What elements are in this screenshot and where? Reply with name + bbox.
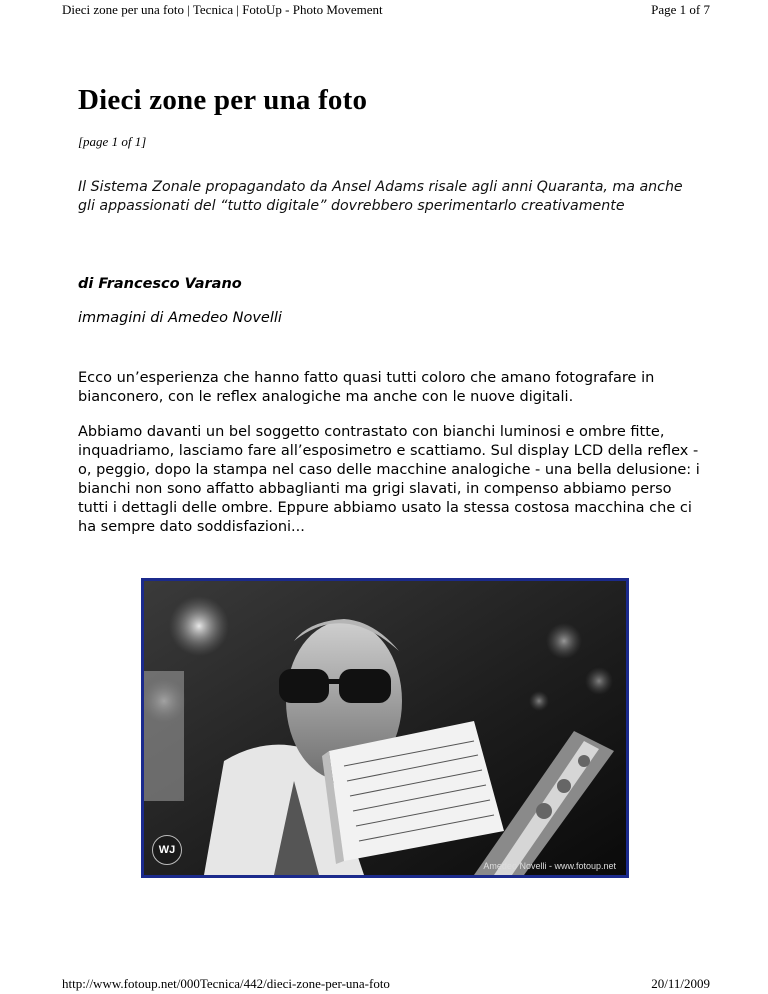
paragraph-2: Abbiamo davanti un bel soggetto contrastato con bianchi luminosi e ombre fitte, inquadriamo, lasciamo fare all’esposimetro e scattiamo. Sul display LCD della reflex - o, peggio, dopo la stampa nel caso delle macchine analogiche - una bella delusione: i bianchi non sono affatto abbaglianti ma grigi slavati, in compenso abbiamo perso tutti i dettagli delle ombre. Eppure abbiamo usato la stessa costosa macchina che ci ha sempre dato soddisfazioni... bbox=[78, 424, 700, 535]
article-photo bbox=[141, 578, 629, 878]
print-header bbox=[0, 0, 768, 20]
print-footer-url: http://www.fotoup.net/000Tecnica/442/dieci-zone-per-una-foto bbox=[62, 976, 390, 991]
photo-musician-reading-score bbox=[144, 581, 626, 875]
image-credit-line: immagini di Amedeo Novelli bbox=[78, 310, 282, 326]
print-header-page: Page 1 of 7 bbox=[651, 2, 710, 17]
print-footer-date: 20/11/2009 bbox=[651, 976, 710, 991]
print-header-title: Dieci zone per una foto | Tecnica | FotoUp - Photo Movement bbox=[62, 2, 383, 17]
paragraph-1: Ecco un’esperienza che hanno fatto quasi tutti coloro che amano fotografare in bianconero, con le reflex analogiche ma anche con le nuove digitali. bbox=[78, 370, 655, 405]
article-author: di Francesco Varano bbox=[78, 276, 242, 292]
page-indicator: [page 1 of 1] bbox=[78, 134, 147, 149]
article-subtitle: Il Sistema Zonale propagandato da Ansel Adams risale agli anni Quaranta, ma anche gli appassionati del “tutto digitale” dovrebbero sperimentarlo creativamente bbox=[78, 179, 683, 214]
wj-logo: WJ bbox=[152, 835, 182, 865]
print-footer bbox=[0, 974, 768, 994]
photo-credit: Amedeo Novelli - www.fotoup.net bbox=[483, 861, 616, 871]
article-title: Dieci zone per una foto bbox=[78, 84, 368, 116]
